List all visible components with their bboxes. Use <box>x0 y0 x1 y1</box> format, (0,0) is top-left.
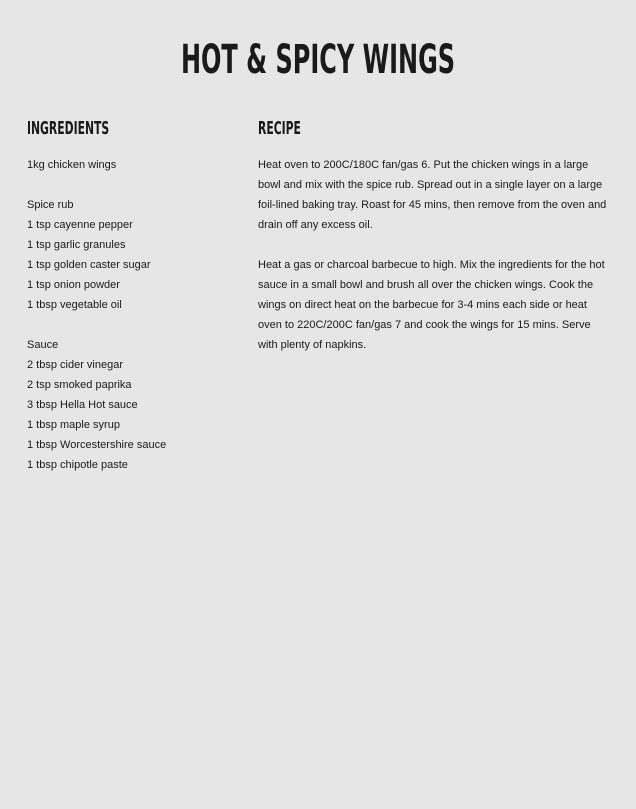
ingredients-list <box>27 155 237 475</box>
ingredient-item: 1 tbsp maple syrup <box>27 419 120 431</box>
ingredient-item: 2 tsp smoked paprika <box>27 379 132 391</box>
ingredient-item: 1 tsp onion powder <box>27 279 120 291</box>
recipe-step: Heat a gas or charcoal barbecue to high. Mix the ingredients for the hot sauce in a small bowl and brush all over the chicken wings. Cook the wings on direct heat on the barbecue for 3-4 mins each side or heat oven to 220C/200C fan/gas 7 and cook the wings for 15 mins. Serve with plenty of napkins. <box>258 259 605 351</box>
ingredient-item: 2 tbsp cider vinegar <box>27 359 123 371</box>
ingredient-item: 1 tsp cayenne pepper <box>27 219 133 231</box>
list-spacer <box>27 315 237 335</box>
ingredient-item: 1 tbsp Worcestershire sauce <box>27 439 167 451</box>
ingredient-item: 3 tbsp Hella Hot sauce <box>27 399 138 411</box>
spice-rub-heading: Spice rub <box>27 199 74 211</box>
ingredient-item: 1 tbsp chipotle paste <box>27 459 128 471</box>
recipe-step: Heat oven to 200C/180C fan/gas 6. Put the chicken wings in a large bowl and mix with the spice rub. Spread out in a single layer on a large foil-lined baking tray. Roast for 45 mins, then remove from the oven and drain off any excess oil. <box>258 159 607 231</box>
list-spacer <box>27 175 237 195</box>
sauce-heading: Sauce <box>27 339 59 351</box>
ingredient-item: 1 tsp garlic granules <box>27 239 126 251</box>
ingredient-item: 1 tbsp vegetable oil <box>27 299 122 311</box>
recipe-steps <box>258 155 608 375</box>
ingredients-heading: INGREDIENTS <box>27 118 110 139</box>
ingredient-item: 1kg chicken wings <box>27 159 117 171</box>
ingredient-item: 1 tsp golden caster sugar <box>27 259 151 271</box>
page-title: HOT & SPICY WINGS <box>180 37 456 83</box>
recipe-heading: RECIPE <box>258 118 301 139</box>
